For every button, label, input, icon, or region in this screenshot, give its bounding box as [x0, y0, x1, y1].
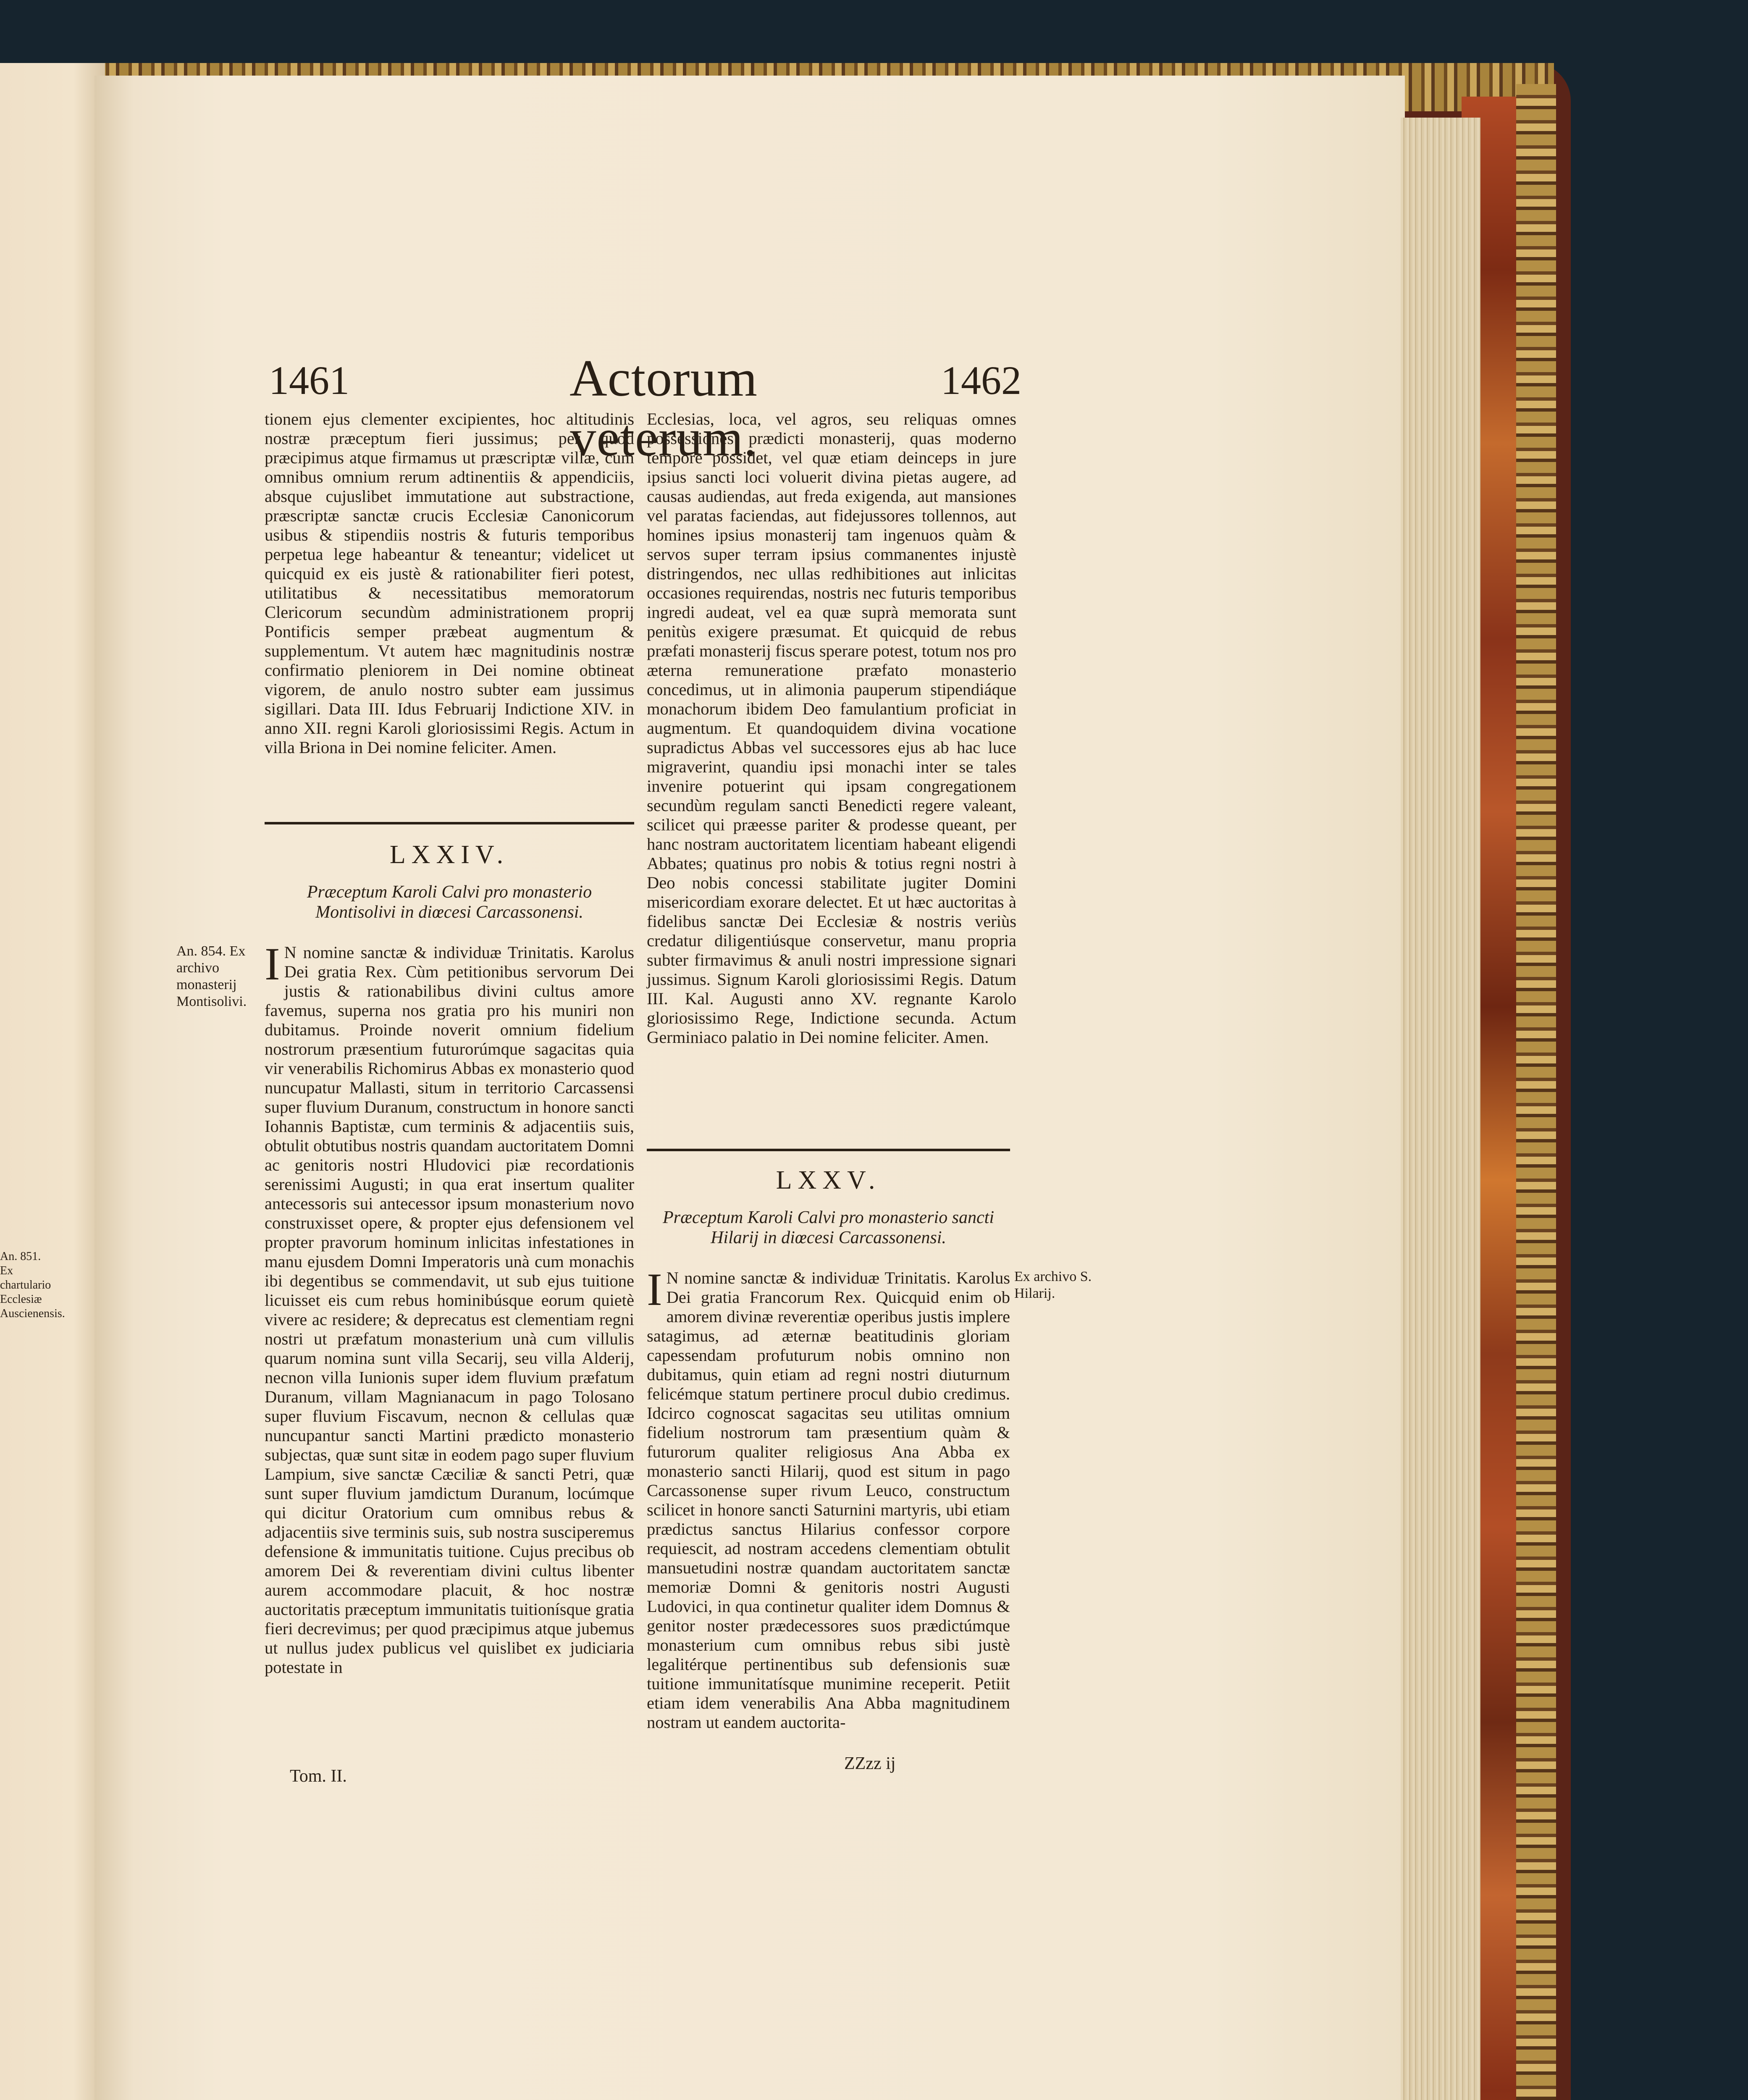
left-intro-text: tionem ejus clementer excipientes, hoc altitudinis nostræ præceptum fieri jussimus; per quod præcipimus atque firmamus ut præscriptæ villæ, cum omnibus omnium rerum adtinentiis & appendiciis, absque cujuslibet immutatione aut substractione, præscriptæ sanctæ crucis Ecclesiæ Canonicorum usibus & stipendiis nostris & futuris temporibus perpetua lege habeantur & teneantur; videlicet ut quicquid ex eis justè & rationabiliter fieri potest, utilitatibus & necessitatibus memoratorum Clericorum secundùm administrationem proprij Pontificis semper præbeat augmentum & supplementum. Vt autem hæc magnitudinis nostræ confirmatio pleniorem in Dei nomine obtineat vigorem, de anulo nostro subter eam jussimus sigillari. Data III. Idus Februarij Indictione XIV. in anno XII. regni Karoli gloriosissimi Regis. Actum in villa Briona in Dei nomine feliciter. Amen.	[265, 410, 634, 757]
volume-signature: Tom. II.	[290, 1767, 347, 1786]
left-body-text: N nomine sanctæ & individuæ Trinitatis. Karolus Dei gratia Rex. Cùm petitionibus servorum Dei justis & rationabilibus divini cultus amore favemus, superna nos gratia pro his muniri non dubitamus. Proinde noverit omnium fidelium nostrorum præsentium futurorúmque sagacitas quia vir venerabilis Richomirus Abbas ex monasterio quod nuncupatur Mallasti, situm in territorio Carcassensi super fluvium Duranum, constructum in honore sancti Iohannis Baptistæ, cum terminis & adjacentiis suis, obtulit obtutibus nostris quandam auctoritatem Domni ac genitoris nostri Hludovici piæ recordationis serenissimi Augusti; in qua erat insertum qualiter antecessoris sui antecessor ipsum monasterium novo construxisset opere, & propter ejus defensionem vel propter pravorum hominum inlicitas infestationes in manu ejusdem Domni Imperatoris unà cum monachis ibi degentibus se commendavit, ut sub ejus tuitione licuisset eis cum rebus hominibúsque eorum quietè vivere ac residere; & deprecatus est clementiam regni nostri ut præfatum monasterium unà cum villulis quarum nomina sunt villa Secarij, seu villa Alderij, necnon villa Iunionis super idem fluvium præfatum Duranum, villam Magnianacum in pago Tolosano super fluvium Fiscavum, necnon & cellulas quæ nuncupantur sancti Martini prædicto monasterio subjectas, quæ sunt sitæ in eodem pago super fluvium Lampium, sive sanctæ Cæciliæ & sancti Petri, quæ sunt super fluvium jamdictum Duranum, locúmque qui dicitur Oratorium cum omnibus rebus & adjacentiis sive terminis suis, sub nostra susciperemus defensione & immunitatis tuitione. Cujus precibus ob amorem Dei & reverentiam divini cultus libenter aurem accommodare placuit, & hoc nostræ auctoritatis præceptum immunitatis tuitionísque gratia fieri decrevimus; per quod præcipimus atque jubemus ut nullus judex publicus vel quislibet ex judiciaria potestate in	[265, 943, 634, 1677]
section-number-lxxv: LXXV.	[776, 1166, 881, 1194]
running-title: Actorum veterum.	[570, 349, 758, 467]
section-rule	[647, 1149, 1010, 1151]
margin-note-left-page: An. 851. Ex chartulario Ecclesiæ Auscienensis.	[0, 1250, 65, 1320]
right-intro-text: Ecclesias, loca, vel agros, seu reliquas omnes possessiones prædicti monasterij, quas moderno tempore possidet, vel quæ etiam deinceps in jure ipsius sancti loci voluerit divina pietas augere, ad causas audiendas, aut freda exigenda, aut mansiones vel paratas faciendas, aut fidejussores tollennos, aut homines ipsius monasterij tam ingenuos quàm & servos super terram ipsius commanentes injustè distringendos, nec ullas redhibitiones aut inlicitas occasiones requirendas, nostris nec futuris temporibus ingredi audeat, vel ea quæ suprà memorata sunt penitùs exigere præsumat. Et quicquid de rebus præfati monasterij fiscus sperare potest, totum nos pro æterna remuneratione præfato monasterio concedimus, ut in alimonia pauperum stipendiáque monachorum ibidem Deo famulantium proficiat in augmentum. Et quandoquidem divina vocatione supradictus Abbas vel successores ejus ab hac luce migraverint, quandiu ipsi monachi inter se tales invenire potuerint qui ipsam congregationem secundùm regulam sancti Benedicti regere valeant, scilicet qui præesse pariter & prodesse queant, per hanc nostram auctoritatem licentiam habeant eligendi Abbates; quatinus pro nobis & totius regni nostri à Deo nobis concessi stabilitate jugiter Domini misericordiam exorare delectet. Et ut hæc auctoritas à fidelibus sanctæ Dei Ecclesiæ & nostris veriùs credatur diligentiúsque conservetur, manu propria subter firmavimus & anuli nostri impressione signari jussimus. Signum Karoli gloriosissimi Regis. Datum III. Kal. Augusti anno XV. regnante Karolo gloriosissimo Rege, Indictione secunda. Actum Germiniaco palatio in Dei nomine feliciter. Amen.	[647, 410, 1016, 1047]
dropcap-lxxiv: I	[265, 938, 280, 990]
section-rule	[265, 822, 634, 824]
running-header	[0, 349, 1748, 467]
margin-note-lxxv: Ex archivo S. Hilarij.	[1014, 1269, 1092, 1301]
dropcap-lxxv: I	[647, 1264, 662, 1315]
right-body-text: N nomine sanctæ & individuæ Trinitatis. Karolus Dei gratia Francorum Rex. Quicquid enim ob amorem divinæ reverentiæ operibus justis implere satagimus, ad æternæ beatitudinis gloriam capessendam profuturum nobis omnino non dubitamus, quin etiam ad regni nostri diuturnum felicémque statum pertinere procul dubio credimus. Idcirco cognoscat sagacitas seu utilitas omnium fidelium nostrorum tam præsentium quàm & futurorum qualiter religiosus Ana Abba ex monasterio sancti Hilarij, quod est situm in pago Carcassonense super rivum Leuco, constructum scilicet in honore sancti Saturnini martyris, ubi etiam prædictus sanctus Hilarius confessor corpore requiescit, ad nostram accedens clementiam obtulit mansuetudini nostræ quandam auctoritatem sanctæ memoriæ Domni & genitoris nostri Augusti Ludovici, in qua continetur qualiter idem Domnus & genitor noster prædecessores suos prædictúmque monasterium cum omnibus rebus sibi justè legalitérque pertinentibus sub defensionis suæ tuitione immunitatísque munimine receperit. Petiit etiam idem venerabilis Ana Abba magnitudinem nostram ut eandem auctorita-	[647, 1268, 1010, 1732]
page-number-right: 1462	[941, 358, 1021, 403]
page-number-left: 1461	[269, 358, 349, 403]
right-column-intro	[647, 410, 1016, 1047]
left-column-body	[265, 938, 634, 1677]
right-column-body	[647, 1264, 1010, 1732]
section-title-lxxiv: Præceptum Karoli Calvi pro monasterio Montisolivi in diœcesi Carcassonensi.	[307, 882, 592, 922]
margin-note-lxxiv: An. 854. Ex archivo monasterij Montisolivi.	[176, 943, 247, 1009]
gathering-signature: ZZzz ij	[844, 1754, 896, 1773]
left-column-intro	[265, 410, 634, 757]
section-title-lxxv: Præceptum Karoli Calvi pro monasterio sancti Hilarij in diœcesi Carcassonensi.	[662, 1208, 995, 1247]
section-number-lxxiv: LXXIV.	[389, 840, 509, 869]
